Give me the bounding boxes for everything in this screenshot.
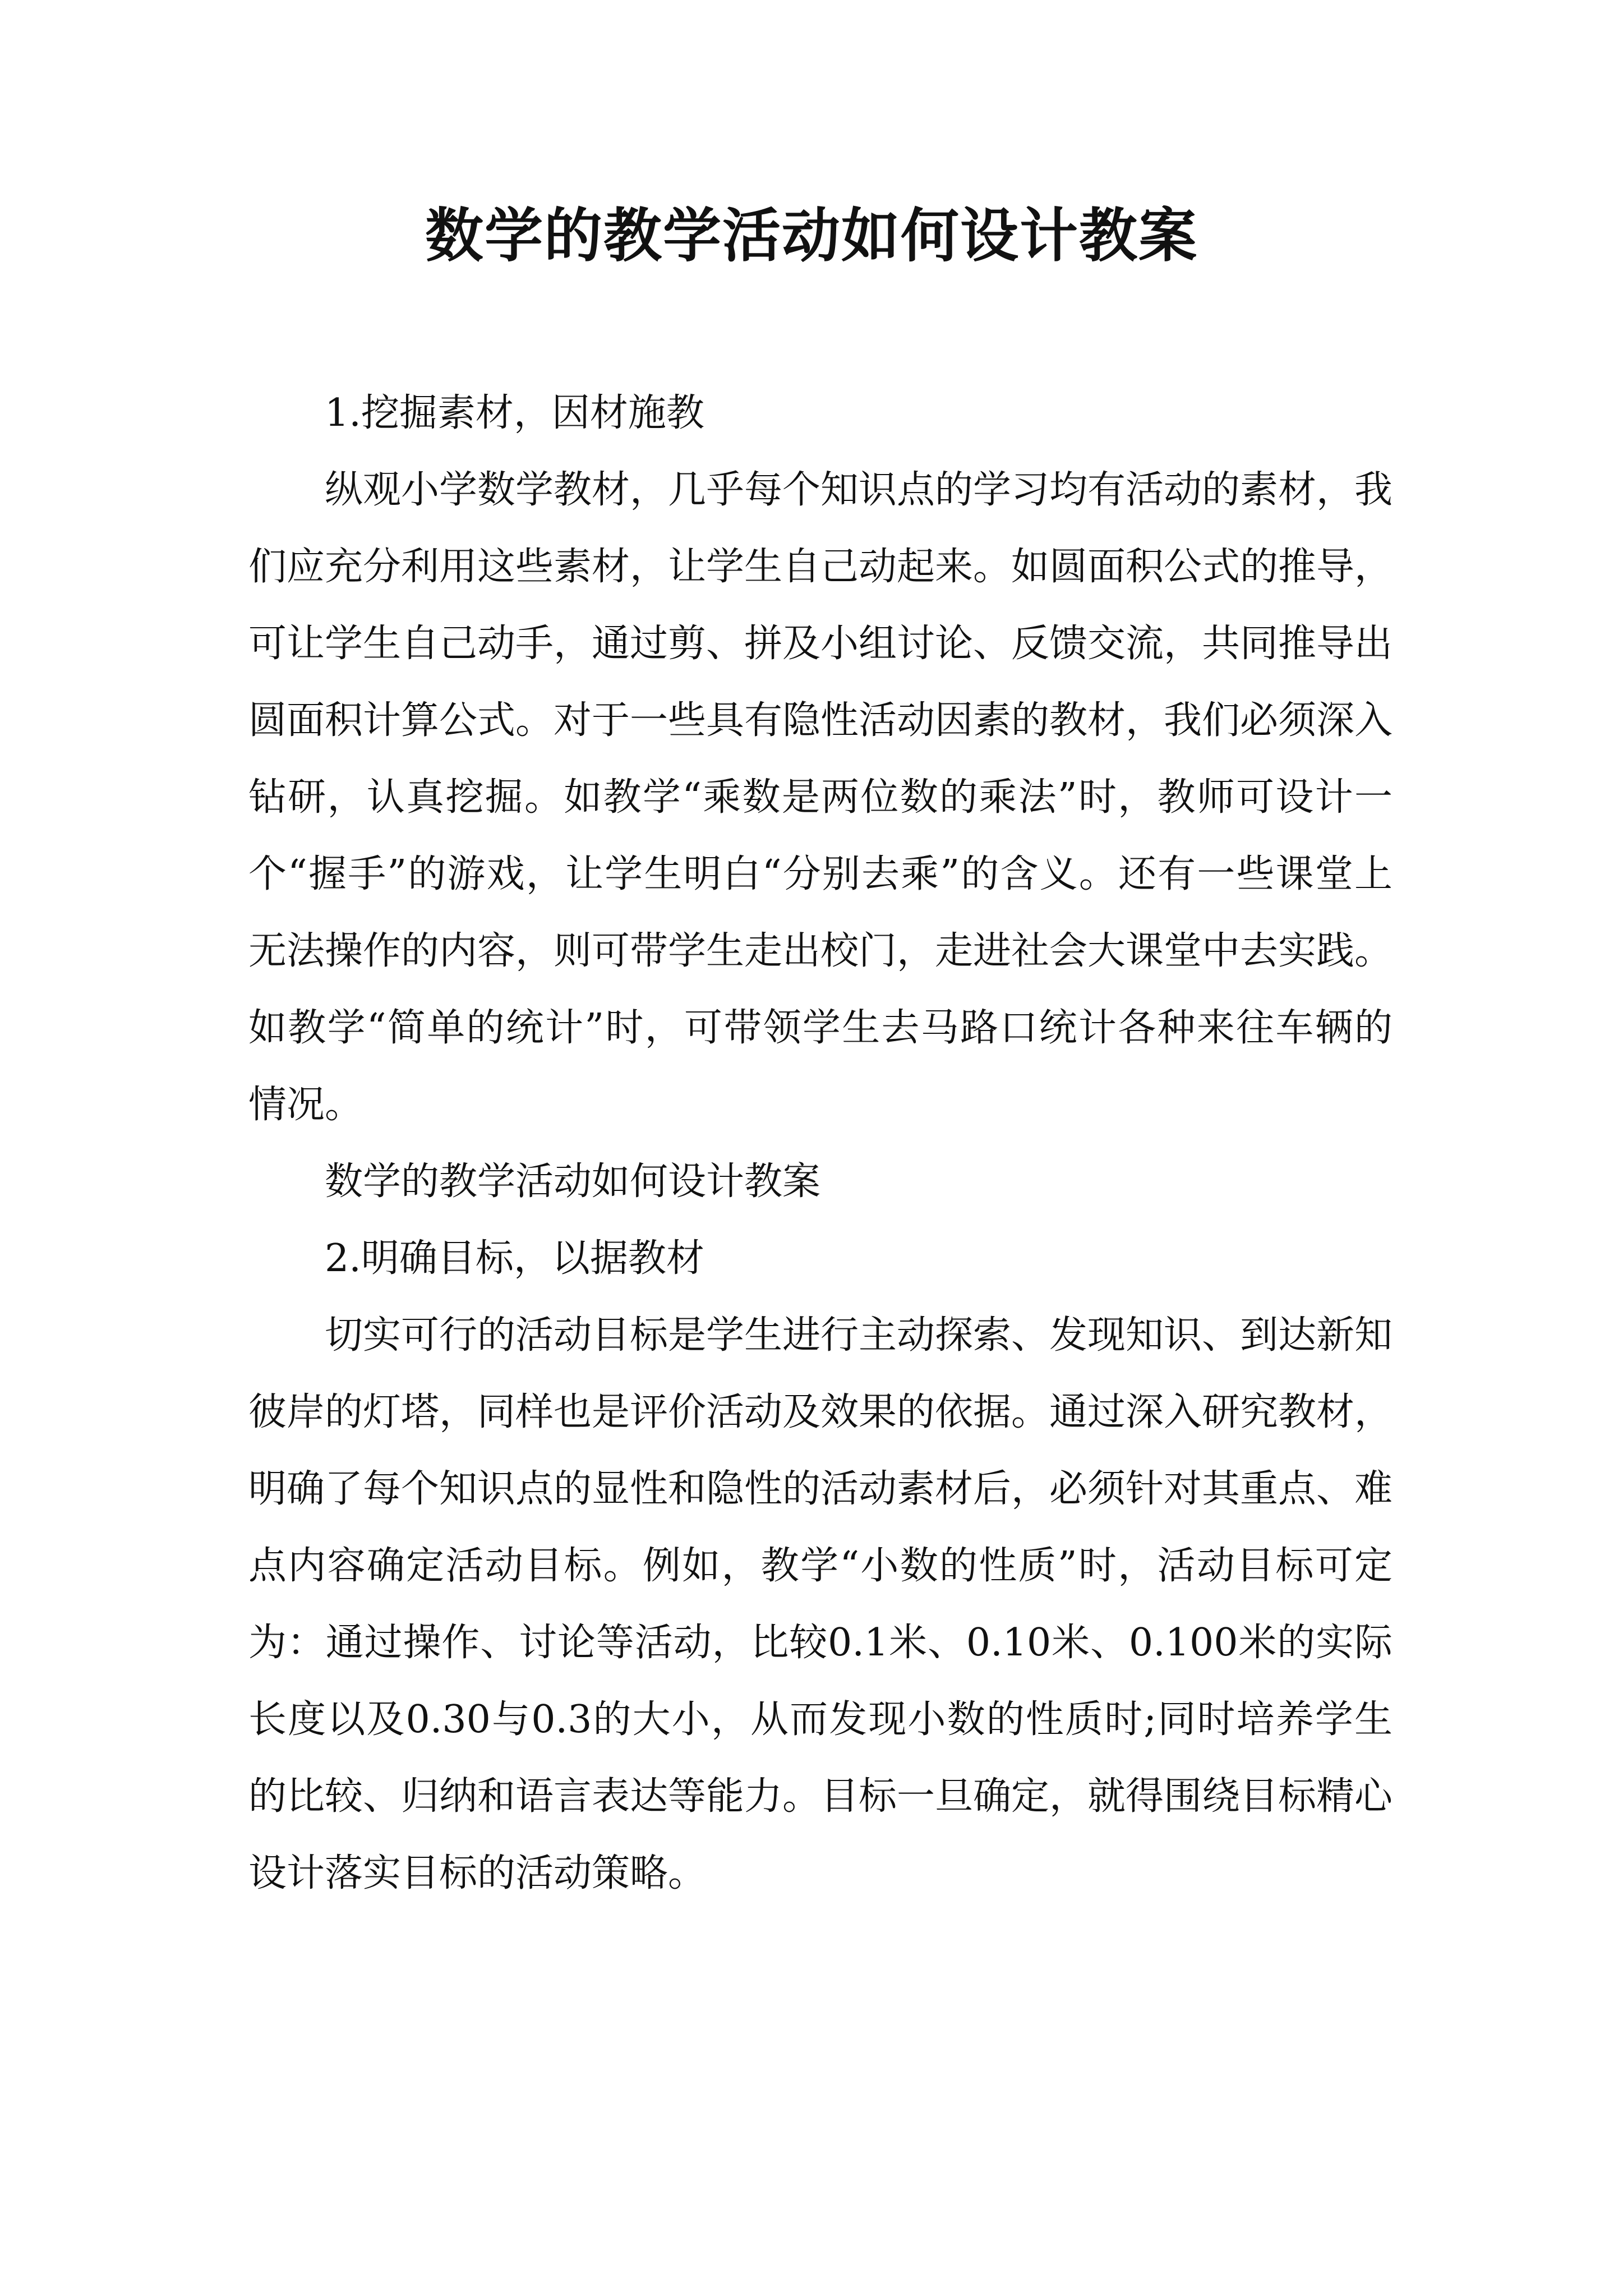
body-paragraph-2: 切实可行的活动目标是学生进行主动探索、发现知识、到达新知彼岸的灯塔，同样也是评价活动及效果的依据。通过深入研究教材，明确了每个知识点的显性和隐性的活动素材后，必须针对其重点、难点内容确定活动目标。例如，教学“小数的性质”时，活动目标可定为：通过操作、讨论等活动，比较0.1米、0.10米、0.100米的实际长度以及0.30与0.3的大小，从而发现小数的性质时;同时培养学生的比较、归纳和语言表达等能力。目标一旦确定，就得围绕目标精心设计落实目标的活动策略。 (248, 1313, 1393, 1895)
section-heading-1: 1.挖掘素材，因材施教 (325, 391, 704, 435)
repeated-title-line: 数学的教学活动如何设计教案 (325, 1159, 821, 1204)
section-heading-2: 2.明确目标，以据教材 (325, 1236, 704, 1281)
body-paragraph-1: 纵观小学数学教材，几乎每个知识点的学习均有活动的素材，我们应充分利用这些素材，让学生自己动起来。如圆面积公式的推导，可让学生自己动手，通过剪、拼及小组讨论、反馈交流，共同推导出圆面积计算公式。对于一些具有隐性活动因素的教材，我们必须深入钻研，认真挖掘。如教学“乘数是两位数的乘法”时，教师可设计一个“握手”的游戏，让学生明白“分别去乘”的含义。还有一些课堂上无法操作的内容，则可带学生走出校门，走进社会大课堂中去实践。如教学“简单的统计”时，可带领学生去马路口统计各种来往车辆的情况。 (248, 468, 1393, 1127)
document-title: 数学的教学活动如何设计教案 (425, 201, 1198, 270)
document-body (248, 375, 1393, 1912)
